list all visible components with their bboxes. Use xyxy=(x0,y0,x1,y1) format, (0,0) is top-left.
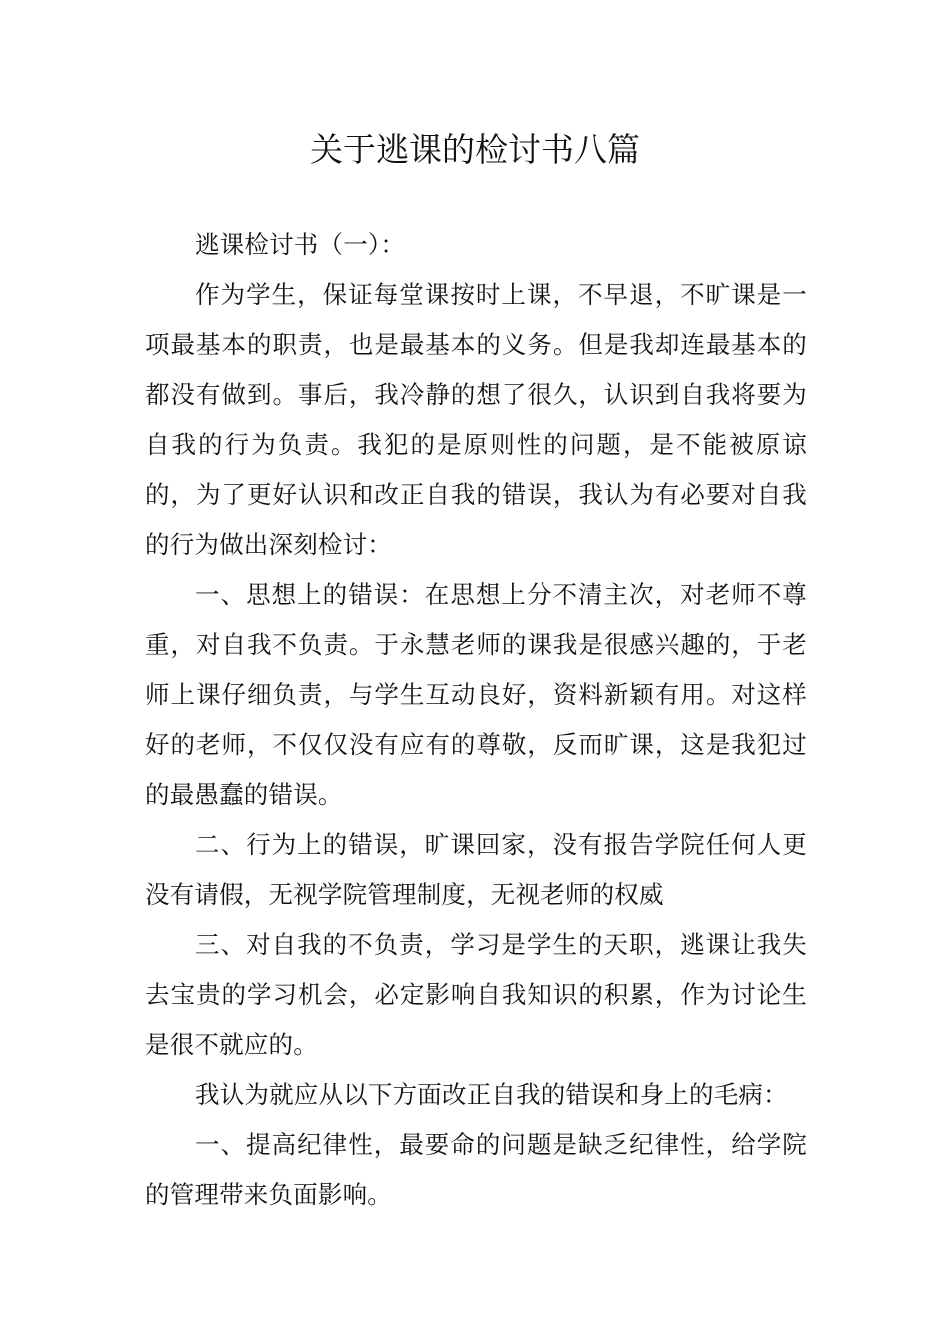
paragraph-point-3: 三、对自我的不负责，学习是学生的天职，逃课让我失去宝贵的学习机会，必定影响自我知识的积累，作为讨论生是很不就应的。 xyxy=(145,930,807,1059)
paragraph-point-1: 一、思想上的错误：在思想上分不清主次，对老师不尊重，对自我不负责。于永慧老师的课我是很感兴趣的，于老师上课仔细负责，与学生互动良好，资料新颖有用。对这样好的老师，不仅仅没有应有的尊敬，反而旷课，这是我犯过的最愚蠢的错误。 xyxy=(145,580,807,809)
section-heading: 逃课检讨书（一）： xyxy=(195,230,406,259)
document-title: 关于逃课的检讨书八篇 xyxy=(310,130,640,169)
paragraph-remedy-intro: 我认为就应从以下方面改正自我的错误和身上的毛病： xyxy=(195,1080,788,1109)
paragraph-intro: 作为学生，保证每堂课按时上课，不早退，不旷课是一项最基本的职责，也是最基本的义务。但是我却连最基本的都没有做到。事后，我冷静的想了很久，认识到自我将要为自我的行为负责。我犯的是原则性的问题，是不能被原谅的，为了更好认识和改正自我的错误，我认为有必要对自我的行为做出深刻检讨： xyxy=(145,280,807,559)
paragraph-remedy-1: 一、提高纪律性，最要命的问题是缺乏纪律性，给学院的管理带来负面影响。 xyxy=(145,1130,807,1209)
document-body xyxy=(145,220,807,1220)
paragraph-point-2: 二、行为上的错误，旷课回家，没有报告学院任何人更没有请假，无视学院管理制度，无视老师的权威 xyxy=(145,830,807,909)
